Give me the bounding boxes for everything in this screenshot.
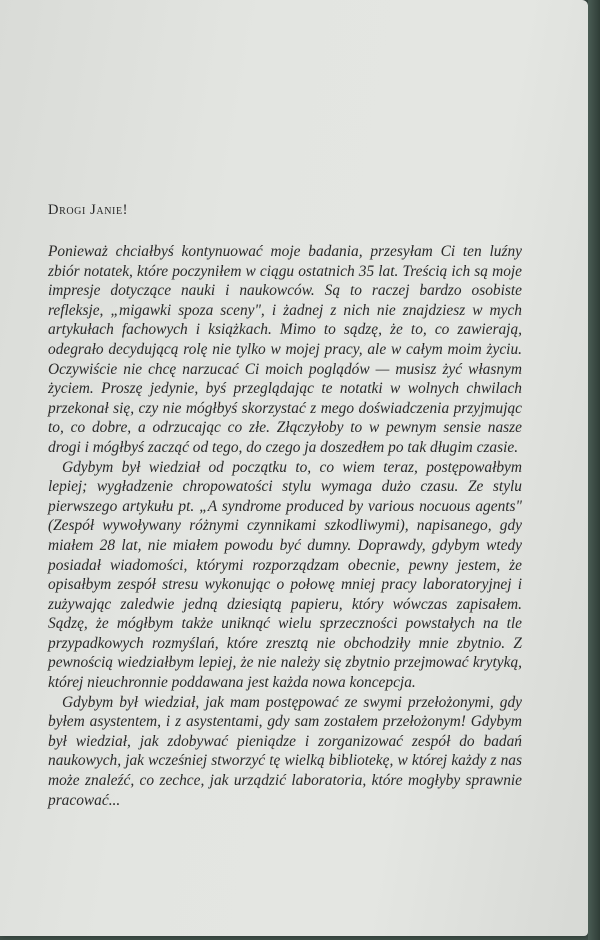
letter-body bbox=[48, 242, 522, 810]
paragraph-3: Gdybym był wiedział, jak mam postępować ze swymi przełożonymi, gdy byłem asystentem, i z asystentami, gdy sam zostałem przełożonym! Gdybym był wiedział, jak zdobywać pieniądze i zorganizować zespół do badań naukowych, jak wcześniej stworzyć tę wielką bibliotekę, w której każdy z nas może znaleźć, co zechce, jak urządzić laboratoria, które mogłyby sprawnie pracować... bbox=[48, 693, 522, 809]
paragraph-2: Gdybym był wiedział od początku to, co wiem teraz, postępowałbym lepiej; wygładzenie chropowatości stylu wymaga dużo czasu. Ze stylu pierwszego artykułu pt. „A syndrome produced by various nocuous agents" (Zespół wywoływany różnymi czynnikami szkodliwymi), napisanego, gdy miałem 28 lat, nie miałem powodu być dumny. Doprawdy, gdybym wtedy posiadał wiadomości, którymi rozporządzam obecnie, pewny jestem, że opisałbym zespół stresu wykonując o połowę mniej pracy laboratoryjnej i zużywając zaledwie jedną dziesiątą papieru, który wówczas zapisałem. Sądzę, że mógłbym także uniknąć wielu sprzeczności powstałych na tle przypadkowych rozmyślań, które zresztą nie obchodziły mnie zbytnio. Z pewnością wiedziałbym lepiej, że nie należy się zbytnio przejmować krytyką, której nieuchronnie poddawana jest każda nowa koncepcja. bbox=[48, 458, 522, 692]
book-cover-edge bbox=[588, 0, 600, 940]
paragraph-1: Ponieważ chciałbyś kontynuować moje badania, przesyłam Ci ten luźny zbiór notatek, które poczyniłem w ciągu ostatnich 35 lat. Treścią ich są moje impresje dotyczące nauki i naukowców. Są to raczej bardzo osobiste refleksje, „migawki spoza sceny", i żadnej z nich nie znajdziesz w mych artykułach fachowych i książkach. Mimo to sądzę, że to, co zawierają, odegrało decydującą rolę nie tylko w mojej pracy, ale w całym moim życiu. Oczywiście nie chcę narzucać Ci moich poglądów — musisz żyć własnym życiem. Proszę jedynie, byś przeglądając te notatki w wolnych chwilach przekonał się, czy nie mógłbyś skorzystać z mego doświadczenia przyjmując to, co dobre, a odrzucając co złe. Złączyłoby to w pewnym sensie nasze drogi i mógłbyś zacząć od tego, do czego ja doszedłem po tak długim czasie. bbox=[48, 243, 522, 456]
salutation: Drogi Janie! bbox=[48, 202, 129, 218]
